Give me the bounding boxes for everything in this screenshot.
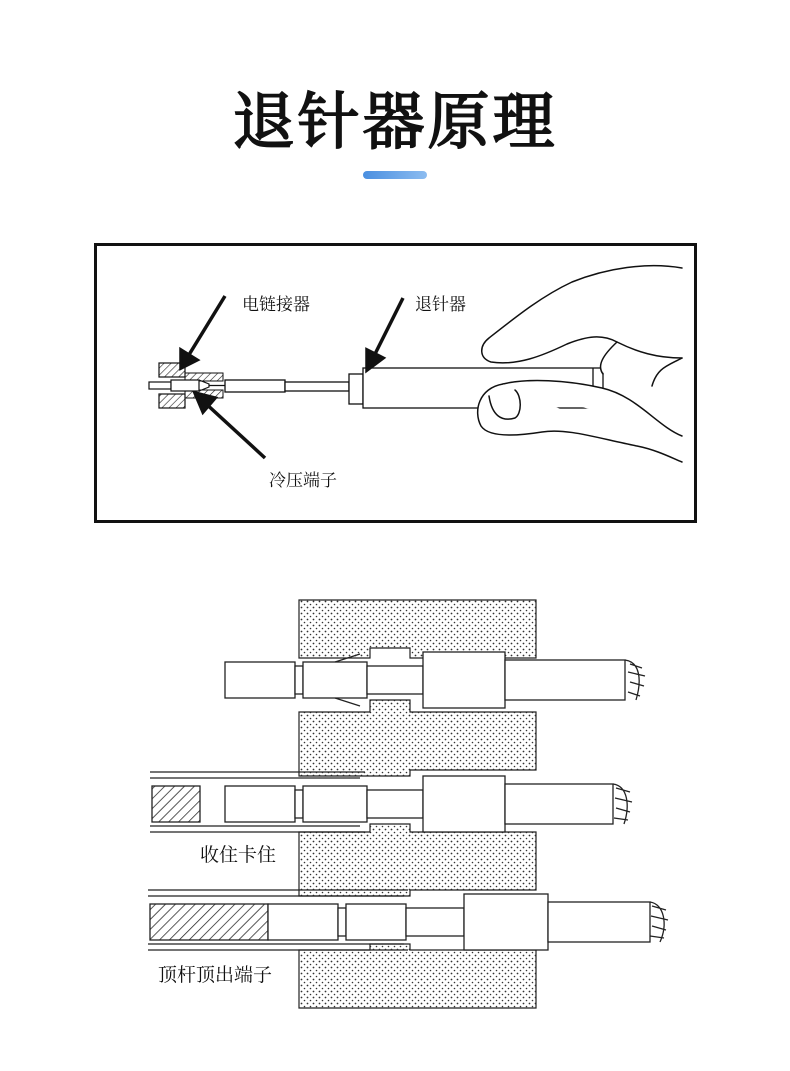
label-retract: 收住卡住 <box>200 844 277 866</box>
contact-row-2 <box>150 772 632 832</box>
label-push-out: 顶杆顶出端子 <box>158 964 273 986</box>
contact-row-3 <box>148 890 668 950</box>
contact-row-1 <box>225 652 645 708</box>
label-extractor: 退针器 <box>415 295 466 315</box>
label-crimp-terminal: 冷压端子 <box>269 471 337 491</box>
page-title: 退针器原理 <box>232 85 558 158</box>
label-connector: 电链接器 <box>242 295 310 315</box>
